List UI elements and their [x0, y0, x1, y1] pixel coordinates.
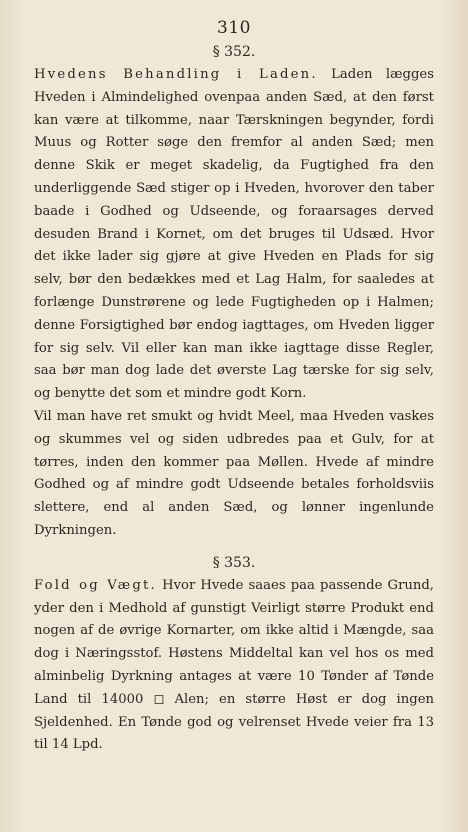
section-353-paragraph-1 — [34, 575, 434, 757]
section-352-heading: Hvedens Behandling i Laden. — [34, 67, 318, 82]
section-353-heading: Fold og Vægt. — [34, 577, 157, 593]
section-352-paragraph-1 — [34, 64, 434, 406]
section-number-353: § 353. — [212, 554, 256, 571]
page-number: 310 — [217, 18, 251, 38]
section-352-paragraph-2: Vil man have ret smukt og hvidt Meel, maa Hveden vaskes og skummes vel og siden udbredes paa et Gulv, for at tørres, inden den kommer paa Møllen. Hvede af mindre Godhed og af mindre godt Udseende betales forholdsviis slettere, end al anden Sæd, og lønner ingenlunde Dyrkningen. — [34, 408, 434, 538]
section-352-body-1: Laden lægges Hveden i Almindelighed ovenpaa anden Sæd, at den først kan være at tilkomme, naar Tærskningen begynder, fordi Muus og Rotter søge den fremfor al anden Sæd; men denne Skik er meget skadelig, da Fugtighed fra den underliggende Sæd stiger op i Hveden, hvorover den taber baade i Godhed og Udseende, og foraarsages derved desuden Brand i Kornet, om det bruges til Udsæd. Hvor det ikke lader sig gjøre at give Hveden en Plads for sig selv, bør den bedækkes med et Lag Halm, for saaledes at forlænge Dunstrørene og lede Fugtigheden op i Halmen; denne Forsigtighed bør endog iagttages, om Hveden ligger for sig selv. Vil eller kan man ikke iagttage disse Regler, saa bør man dog lade det øverste Lag tærske for sig selv, og benytte det som et mindre godt Korn. — [34, 67, 434, 402]
section-353-body-1: Hvor Hvede saaes paa passende Grund, yder den i Medhold af gunstigt Veirligt større Produkt end nogen af de øvrige Kornarter, om ikke altid i Mængde, saa dog i Næringsstof. Høstens Middeltal kan vel hos os med alminbelig Dyrkning antages at være 10 Tønder af Tønde Land til 14000 ◻ Alen; en større Høst er dog ingen Sjeldenhed. En Tønde god og velrenset Hvede veier fra 13 til 14 Lpd. — [34, 577, 434, 753]
section-number-352: § 352. — [212, 44, 256, 60]
